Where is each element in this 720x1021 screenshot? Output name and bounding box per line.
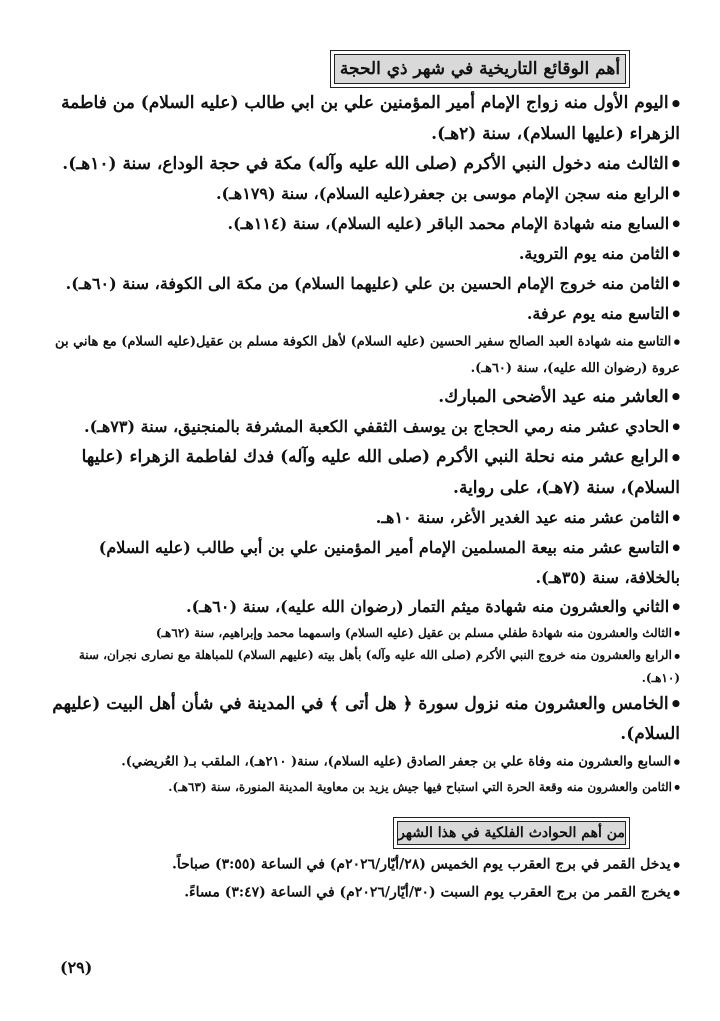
events-list <box>38 88 680 798</box>
event-item: ● التاسع عشر منه بيعة المسلمين الإمام أمير المؤمنين علي بن أبي طالب (عليه السلام) بالخلافة، سنة (٣٥هـ). <box>38 533 680 592</box>
event-item: ● الرابع منه سجن الإمام موسى بن جعفر(عليه السلام)، سنة (١٧٩هـ). <box>38 179 680 209</box>
section-heading-box <box>330 50 630 88</box>
event-item: ● الرابع والعشرون منه خروج النبي الأكرم (صلى الله عليه وآله) بأهل بيته (عليهم السلام) للمباهلة مع نصارى نجران، سنة (١٠هـ). <box>38 644 680 689</box>
event-item: ● التاسع منه يوم عرفة. <box>38 299 680 329</box>
section-heading: أهم الوقائع التاريخية في شهر ذي الحجة <box>334 54 626 84</box>
event-item: ● الثامن منه خروج الإمام الحسين بن علي (عليهما السلام) من مكة الى الكوفة، سنة (٦٠هـ). <box>38 269 680 299</box>
astro-heading: من أهم الحوادث الفلكية في هذا الشهر <box>397 821 626 845</box>
event-item: ● السابع منه شهادة الإمام محمد الباقر (عليه السلام)، سنة (١١٤هـ). <box>38 209 680 239</box>
astro-list <box>60 851 680 906</box>
event-item: ● الحادي عشر منه رمي الحجاج بن يوسف الثقفي الكعبة المشرفة بالمنجنيق، سنة (٧٣هـ). <box>38 412 680 442</box>
event-item: ● الثامن والعشرون منه وقعة الحرة التي استباح فيها جيش يزيد بن معاوية المدينة المنورة، سنة (٦٣هـ). <box>38 776 680 799</box>
event-item: ● الثامن منه يوم التروية. <box>38 239 680 269</box>
event-item: ● السابع والعشرون منه وفاة علي بن جعفر الصادق (عليه السلام)، سنة( ٢١٠هـ)، الملقب بـ( العُريضي). <box>38 749 680 776</box>
event-item: ● التاسع منه شهادة العبد الصالح سفير الحسين (عليه السلام) لأهل الكوفة مسلم بن عقيل(عليه السلام) مع هاني بن عروة (رضوان الله عليه)، سنة (٦٠هـ). <box>38 329 680 382</box>
event-item: ● العاشر منه عيد الأضحى المبارك. <box>38 382 680 413</box>
astro-item: ● يخرج القمر من برج العقرب يوم السبت (٣٠/أيّار/٢٠٢٦م) في الساعة (٣:٤٧) مساءً. <box>60 879 680 907</box>
event-item: ● الثاني والعشرون منه شهادة ميثم التمار (رضوان الله عليه)، سنة (٦٠هـ). <box>38 592 680 622</box>
event-item: ● الرابع عشر منه نحلة النبي الأكرم (صلى الله عليه وآله) فدك لفاطمة الزهراء (عليها السلام)، سنة (٧هـ)، على رواية. <box>38 442 680 503</box>
event-item: ● الثامن عشر منه عيد الغدير الأغر، سنة ١٠هـ. <box>38 503 680 533</box>
event-item: ● اليوم الأول منه زواج الإمام أمير المؤمنين علي بن ابي طالب (عليه السلام) من فاطمة الزهراء (عليها السلام)، سنة (٢هـ). <box>38 88 680 149</box>
event-item: ● الثالث منه دخول النبي الأكرم (صلى الله عليه وآله) مكة في حجة الوداع، سنة (١٠هـ). <box>38 149 680 180</box>
astro-heading-box <box>393 817 630 849</box>
astro-item: ● يدخل القمر في برج العقرب يوم الخميس (٢٨/أيّار/٢٠٢٦م) في الساعة (٣:٥٥) صباحاً. <box>60 851 680 879</box>
event-item: ● الخامس والعشرون منه نزول سورة ﴿ هل أتى ﴾ في المدينة في شأن أهل البيت (عليهم السلام). <box>38 689 680 750</box>
event-item: ● الثالث والعشرون منه شهادة طفلي مسلم بن عقيل (عليه السلام) واسمهما محمد وإبراهيم، سنة (٦٢هـ) <box>38 622 680 645</box>
page-number: (٢٩) <box>60 958 93 977</box>
